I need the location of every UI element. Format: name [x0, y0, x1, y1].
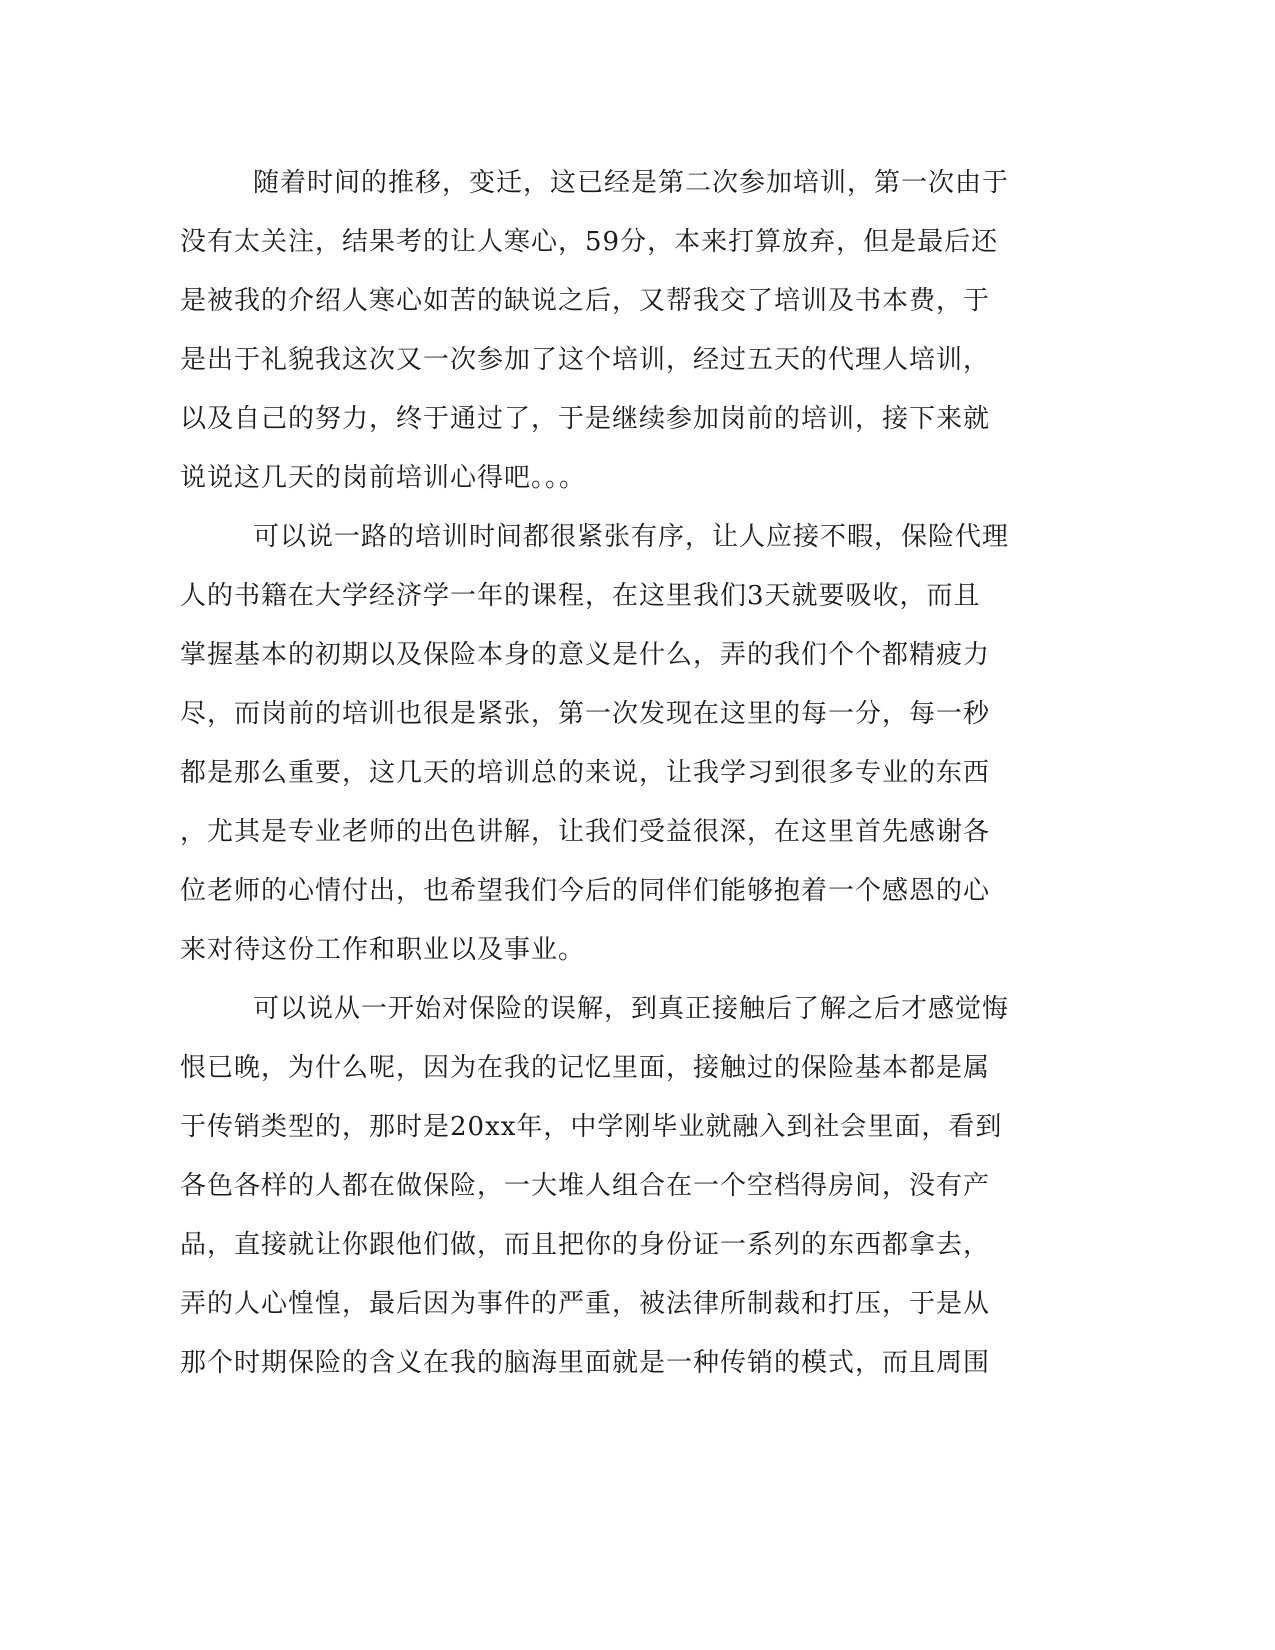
text-line: 各色各样的人都在做保险，一大堆人组合在一个空档得房间，没有产 — [180, 1171, 991, 1201]
text-line: 品，直接就让你跟他们做，而且把你的身份证一系列的东西都拿去， — [180, 1230, 991, 1260]
paragraph-1 — [180, 154, 1050, 508]
text-line: 弄的人心惶惶，最后因为事件的严重，被法律所制裁和打压，于是从 — [180, 1289, 991, 1319]
text-line: 来对待这份工作和职业以及事业。 — [180, 935, 586, 965]
text-line: 尽，而岗前的培训也很是紧张，第一次发现在这里的每一分，每一秒 — [180, 699, 991, 729]
text-line: 都是那么重要，这几天的培训总的来说，让我学习到很多专业的东西 — [180, 758, 991, 788]
text-line: 可以说从一开始对保险的误解，到真正接触后了解之后才感觉悔 — [253, 994, 1010, 1024]
paragraph-2 — [180, 508, 1050, 980]
paragraph-3 — [180, 980, 1050, 1393]
text-line: 位老师的心情付出，也希望我们今后的同伴们能够抱着一个感恩的心 — [180, 876, 991, 906]
text-line: 于传销类型的，那时是20xx年，中学刚毕业就融入到社会里面，看到 — [180, 1112, 1003, 1142]
text-line: 随着时间的推移，变迁，这已经是第二次参加培训，第一次由于 — [253, 168, 1010, 198]
text-line: 没有太关注，结果考的让人寒心，59分，本来打算放弃，但是最后还 — [180, 227, 999, 257]
text-line: 那个时期保险的含义在我的脑海里面就是一种传销的模式，而且周围 — [180, 1348, 991, 1378]
text-line: 说说这几天的岗前培训心得吧。。。 — [180, 463, 587, 493]
text-line: 是被我的介绍人寒心如苦的缺说之后，又帮我交了培训及书本费，于 — [180, 286, 991, 316]
text-line: 可以说一路的培训时间都很紧张有序，让人应接不暇，保险代理 — [253, 522, 1010, 552]
text-line: ，尤其是专业老师的出色讲解，让我们受益很深，在这里首先感谢各 — [180, 817, 991, 847]
text-line: 人的书籍在大学经济学一年的课程，在这里我们3天就要吸收，而且 — [180, 581, 981, 611]
text-line: 恨已晚，为什么呢，因为在我的记忆里面，接触过的保险基本都是属 — [180, 1053, 991, 1083]
text-line: 掌握基本的初期以及保险本身的意义是什么，弄的我们个个都精疲力 — [180, 640, 991, 670]
text-line: 以及自己的努力，终于通过了，于是继续参加岗前的培训，接下来就 — [180, 404, 991, 434]
text-line: 是出于礼貌我这次又一次参加了这个培训，经过五天的代理人培训， — [180, 345, 991, 375]
document-body — [180, 154, 1050, 1393]
